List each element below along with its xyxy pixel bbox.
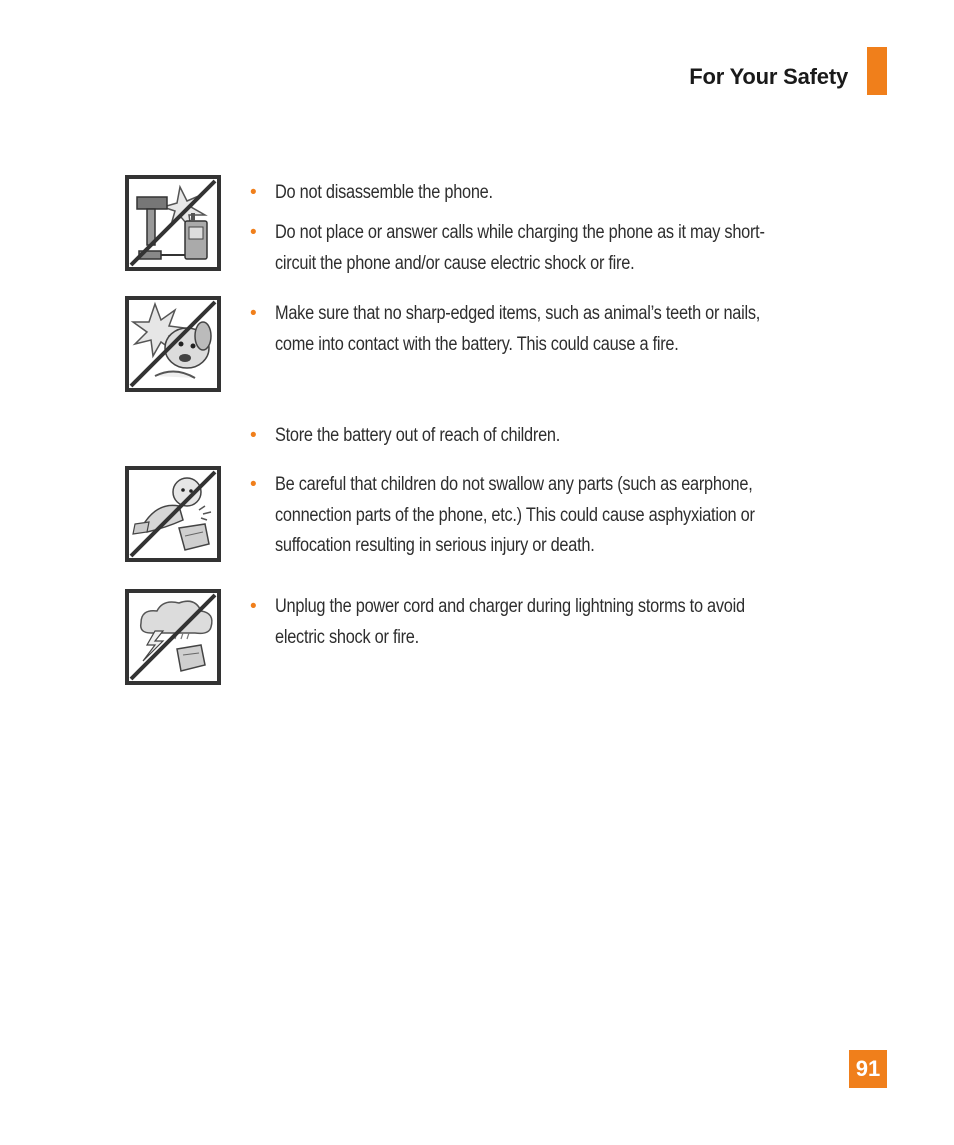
bullet-text: Unplug the power cord and charger during lightning storms to avoid electric shock or fire. — [275, 596, 745, 648]
bullet-item — [250, 470, 870, 562]
bullet-marker: • — [250, 303, 257, 324]
bullet-item — [250, 178, 870, 209]
bullet-item — [250, 218, 870, 279]
bullet-marker: • — [250, 474, 257, 495]
bullet-text: Be careful that children do not swallow any parts (such as earphone, connection parts of the phone, etc.) This could cause asphyxiation or suffocation resulting in serious injury or death. — [275, 474, 755, 556]
no-lightning-use-icon — [125, 589, 221, 685]
bullet-item — [250, 421, 870, 452]
bullet-text: Do not disassemble the phone. — [275, 182, 493, 203]
bullet-item — [250, 592, 870, 653]
page-number: 91 — [849, 1050, 887, 1088]
bullet-item — [250, 299, 870, 360]
bullet-marker: • — [250, 182, 257, 203]
no-sharp-objects-icon — [125, 296, 221, 392]
bullet-text: Do not place or answer calls while charging the phone as it may short- circuit the phone and/or cause electric shock or fire. — [275, 222, 765, 274]
section-accent-bar — [867, 47, 887, 95]
bullet-text: Store the battery out of reach of children. — [275, 425, 561, 446]
bullet-marker: • — [250, 425, 257, 446]
bullet-text: Make sure that no sharp-edged items, such as animal’s teeth or nails, come into contact with the battery. This could cause a fire. — [275, 303, 761, 355]
no-disassemble-icon — [125, 175, 221, 271]
keep-from-children-icon — [125, 466, 221, 562]
bullet-marker: • — [250, 596, 257, 617]
bullet-marker: • — [250, 222, 257, 243]
section-title: For Your Safety — [689, 64, 848, 89]
